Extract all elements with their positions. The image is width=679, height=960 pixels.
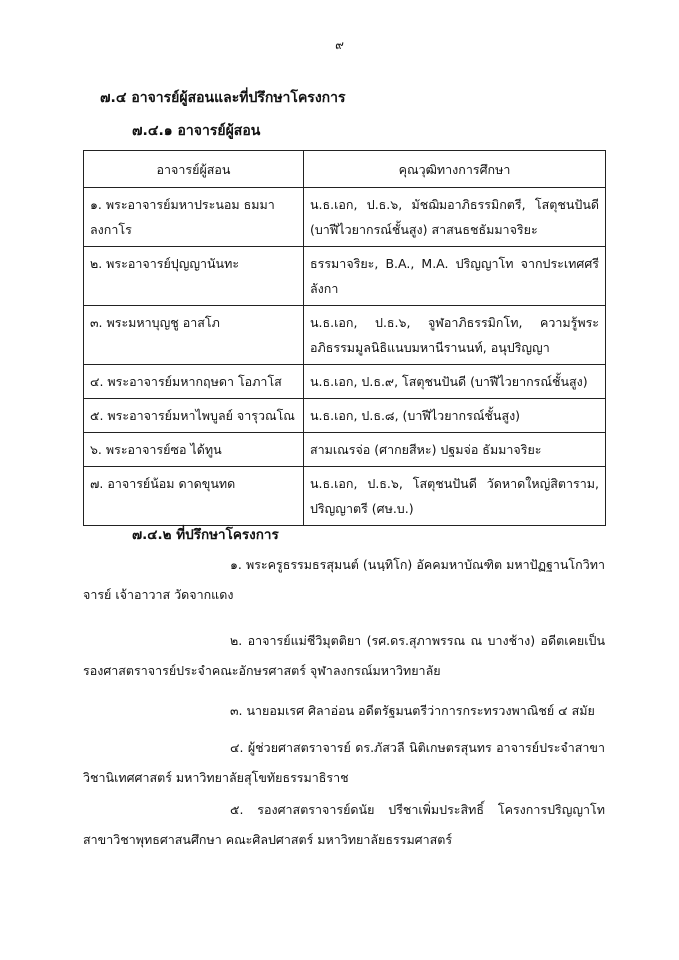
advisor-item: ๔. ผู้ช่วยศาสตราจารย์ ดร.ภัสวลี นิติเกษตรสุนทร อาจารย์ประจำสาขาวิชานิเทศศาสตร์ มหาวิทยาลัยสุโขทัยธรรมาธิราช [83,740,605,785]
instructor-qualification: น.ธ.เอก, ป.ธ.๘, (บาฬีไวยากรณ์ชั้นสูง) [304,399,606,433]
column-header-qualification: คุณวุฒิทางการศึกษา [304,151,606,188]
instructor-qualification: ธรรมาจริยะ, B.A., M.A. ปริญญาโท จากประเทศศรีลังกา [304,247,606,306]
instructor-qualification: สามเณรจ่อ (ศากยสีหะ) ปฐมจ่อ ธัมมาจริยะ [304,433,606,467]
instructor-qualification: น.ธ.เอก, ป.ธ.๖, จูฬอาภิธรรมิกโท, ความรู้พระอภิธรรมมูลนิธิแนบมหานีรานนท์, อนุปริญญา [304,306,606,365]
instructor-qualification: น.ธ.เอก, ป.ธ.๖, มัชฌิมอาภิธรรมิกตรี, โสตุชนปันดี (บาฬีไวยากรณ์ชั้นสูง) สาสนธชธัมมาจริยะ [304,188,606,247]
instructor-name: ๕. พระอาจารย์มหาไพบูลย์ จารุวณโณ [84,399,304,433]
subsection-heading-instructors: ๗.๔.๑ อาจารย์ผู้สอน [132,123,261,139]
table-header-row [84,151,606,188]
table-row [84,365,606,399]
instructor-name: ๑. พระอาจารย์มหาประนอม ธมมาลงกาโร [84,188,304,247]
instructor-name: ๖. พระอาจารย์ซอ ได้ทูน [84,433,304,467]
table-row [84,467,606,526]
instructor-qualification: น.ธ.เอก, ป.ธ.๙, โสตุชนปันดี (บาฬีไวยากรณ์ชั้นสูง) [304,365,606,399]
advisor-item: ๒. อาจารย์แม่ชีวิมุตติยา (รศ.ดร.สุภาพรรณ ณ บางช้าง) อดีตเคยเป็นรองศาสตราจารย์ประจำคณะอักษรศาสตร์ จุฬาลงกรณ์มหาวิทยาลัย [83,633,605,678]
advisor-item: ๑. พระครูธรรมธรสุมนต์ (นนฺทิโก) อัคคมหาบัณฑิต มหาปัฏฐานโกวิทาจารย์ เจ้าอาวาส วัดจากแดง [83,557,605,602]
page-number: ๙ [335,38,344,52]
advisor-item: ๓. นายอมเรศ ศิลาอ่อน อดีตรัฐมนตรีว่าการกระทรวงพาณิชย์ ๔ สมัย [230,703,595,718]
advisor-item: ๕. รองศาสตราจารย์ดนัย ปรีชาเพิ่มประสิทธิ์ โครงการปริญญาโท สาขาวิชาพุทธศาสนศึกษา คณะศิลปศาสตร์ มหาวิทยาลัยธรรมศาสตร์ [83,802,605,847]
instructor-name: ๗. อาจารย์น้อม ดาดขุนทด [84,467,304,526]
instructor-qualification: น.ธ.เอก, ป.ธ.๖, โสตุชนปันดี วัดหาดใหญ่สิตาราม, ปริญญาตรี (ศษ.บ.) [304,467,606,526]
subsection-heading-advisors: ๗.๔.๒ ที่ปรึกษาโครงการ [132,527,279,543]
section-heading: ๗.๔ อาจารย์ผู้สอนและที่ปรึกษาโครงการ [100,90,346,106]
table-row [84,247,606,306]
instructors-table [83,150,606,526]
table-row [84,433,606,467]
table-row [84,188,606,247]
column-header-instructor: อาจารย์ผู้สอน [84,151,304,188]
table-row [84,306,606,365]
instructor-name: ๔. พระอาจารย์มหากฤษดา โอภาโส [84,365,304,399]
instructor-name: ๒. พระอาจารย์ปุญญานันทะ [84,247,304,306]
table-row [84,399,606,433]
instructor-name: ๓. พระมหาบุญชู อาสโภ [84,306,304,365]
